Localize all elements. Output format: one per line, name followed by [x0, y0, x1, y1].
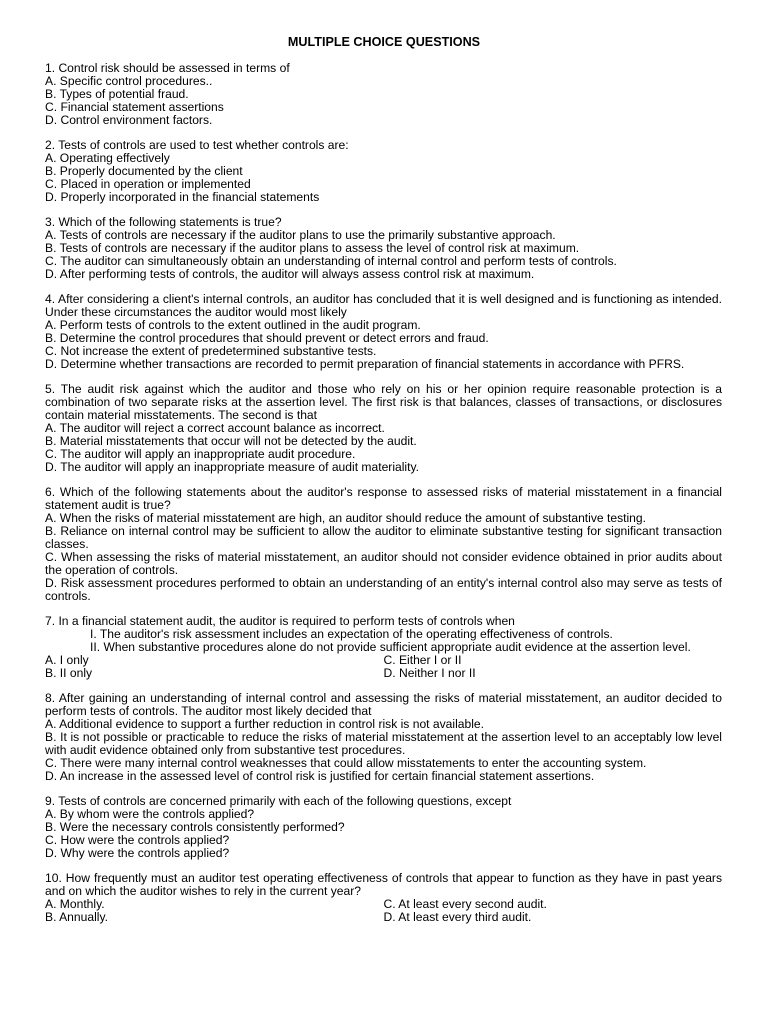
question-stem: 4. After considering a client's internal controls, an auditor has concluded that it is well designed and is functioning as intended. Under these circumstances the auditor would most likely	[45, 292, 722, 320]
question-stem: 8. After gaining an understanding of internal control and assessing the risks of material misstatement, an auditor decided to perform tests of controls. The auditor most likely decided that	[45, 691, 722, 719]
question-3	[45, 216, 722, 281]
option-d: D. Neither I nor II	[383, 665, 476, 680]
option-a: A. By whom were the controls applied?	[45, 807, 255, 822]
condition-2: II. When substantive procedures alone do not provide sufficient appropriate audit evidence at the assertion level.	[90, 639, 691, 654]
question-9	[45, 795, 722, 860]
option-a: A. Monthly.	[45, 897, 105, 912]
option-d: D. An increase in the assessed level of control risk is justified for certain financial statement assertions.	[45, 768, 595, 783]
question-stem: 2. Tests of controls are used to test whether controls are:	[45, 138, 349, 153]
option-c: C. The auditor can simultaneously obtain an understanding of internal control and perform tests of controls.	[45, 253, 617, 268]
question-stem: 9. Tests of controls are concerned primarily with each of the following questions, except	[45, 794, 512, 809]
option-c: C. At least every second audit.	[383, 897, 547, 912]
question-4	[45, 293, 722, 370]
question-6	[45, 486, 722, 602]
option-c: C. Placed in operation or implemented	[45, 176, 251, 191]
option-d: D. Risk assessment procedures performed to obtain an understanding of an entity's internal control also may serve as tests of controls.	[45, 575, 722, 603]
question-8	[45, 692, 722, 782]
option-a: A. The auditor will reject a correct account balance as incorrect.	[45, 421, 385, 436]
option-a: A. When the risks of material misstatement are high, an auditor should reduce the amount of substantive testing.	[45, 511, 646, 526]
page-title: MULTIPLE CHOICE QUESTIONS	[287, 35, 481, 49]
option-b: B. Properly documented by the client	[45, 163, 243, 178]
option-b: B. Material misstatements that occur will not be detected by the audit.	[45, 434, 417, 449]
option-a: A. Perform tests of controls to the extent outlined in the audit program.	[45, 318, 421, 333]
question-2	[45, 139, 722, 204]
option-a: A. Specific control procedures..	[45, 73, 213, 88]
option-b: B. It is not possible or practicable to reduce the risks of material misstatement at the assertion level to an acceptably low level with audit evidence obtained only from substantive test procedures.	[45, 729, 722, 757]
option-c: C. There were many internal control weaknesses that could allow misstatements to enter the accounting system.	[45, 755, 647, 770]
options-grid	[45, 654, 722, 680]
question-stem: 7. In a financial statement audit, the auditor is required to perform tests of controls when	[45, 614, 515, 629]
condition-1: I. The auditor's risk assessment includes an expectation of the operating effectiveness of controls.	[90, 627, 613, 641]
question-stem: 6. Which of the following statements about the auditor's response to assessed risks of material misstatement in a financial statement audit is true?	[45, 485, 722, 513]
question-stem: 5. The audit risk against which the auditor and those who rely on his or her opinion require reasonable protection is a combination of two separate risks at the assertion level. The first risk is that balances, classes of transactions, or disclosures contain material misstatements. The second is that	[45, 382, 722, 423]
question-stem: 1. Control risk should be assessed in terms of	[45, 61, 290, 75]
question-stem: 10. How frequently must an auditor test operating effectiveness of controls that appear to function as they have in past years and on which the auditor wishes to rely in the current year?	[45, 871, 722, 899]
option-d: D. The auditor will apply an inappropriate measure of audit materiality.	[45, 459, 419, 474]
option-b: B. II only	[45, 665, 93, 680]
question-5	[45, 383, 722, 473]
question-stem: 3. Which of the following statements is true?	[45, 215, 282, 230]
question-10	[45, 872, 722, 924]
option-a: A. Additional evidence to support a further reduction in control risk is not available.	[45, 717, 484, 732]
question-7	[45, 615, 722, 680]
option-d: D. Control environment factors.	[45, 112, 213, 127]
option-c: C. How were the controls applied?	[45, 832, 230, 847]
question-1	[45, 62, 722, 127]
option-b: B. Tests of controls are necessary if the auditor plans to assess the level of control risk at maximum.	[45, 241, 580, 256]
option-c: C. Financial statement assertions	[45, 99, 224, 114]
option-c: C. The auditor will apply an inappropriate audit procedure.	[45, 446, 356, 461]
option-b: B. Determine the control procedures that should prevent or detect errors and fraud.	[45, 331, 489, 346]
option-d: D. At least every third audit.	[383, 910, 532, 924]
option-a: A. I only	[45, 652, 89, 667]
option-c: C. Either I or II	[383, 652, 462, 667]
option-b: B. Annually.	[45, 910, 108, 924]
options-grid	[45, 898, 722, 924]
option-c: C. When assessing the risks of material misstatement, an auditor should not consider evidence obtained in prior audits about the operation of controls.	[45, 549, 722, 577]
question-list	[45, 62, 722, 937]
option-d: D. After performing tests of controls, the auditor will always assess control risk at maximum.	[45, 266, 535, 281]
option-b: B. Reliance on internal control may be sufficient to allow the auditor to eliminate substantive testing for significant transaction classes.	[45, 524, 722, 551]
option-c: C. Not increase the extent of predetermined substantive tests.	[45, 344, 377, 358]
option-a: A. Tests of controls are necessary if the auditor plans to use the primarily substantive approach.	[45, 228, 556, 243]
option-b: B. Were the necessary controls consistently performed?	[45, 819, 345, 834]
option-d: D. Determine whether transactions are recorded to permit preparation of financial statements in accordance with PFRS.	[45, 356, 685, 371]
option-d: D. Why were the controls applied?	[45, 845, 230, 860]
option-b: B. Types of potential fraud.	[45, 86, 189, 101]
option-a: A. Operating effectively	[45, 151, 170, 166]
option-d: D. Properly incorporated in the financial statements	[45, 189, 320, 204]
